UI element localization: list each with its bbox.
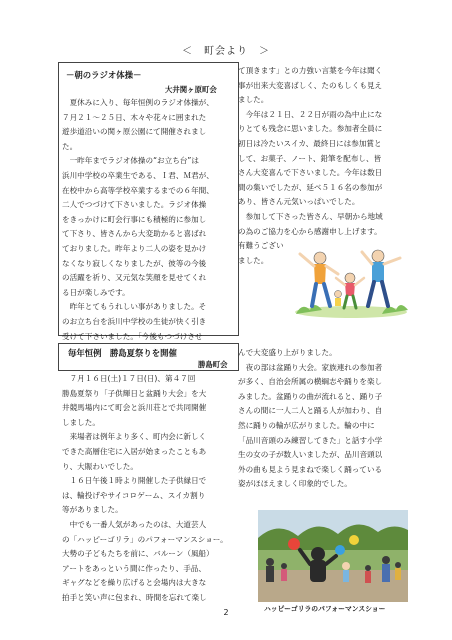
text-line: 井競馬場内にて町会と浜川荘とで共同開催	[62, 403, 207, 413]
summer-org: 勝島町会	[198, 360, 228, 369]
text-line: が多く、自治会所属の横綱志や踊りを楽し	[238, 377, 383, 387]
radio-right-column	[238, 64, 416, 268]
text-line: 夏休みに入り、毎年恒例のラジオ体操が、	[62, 98, 214, 107]
text-line: さん大変喜んで下さいました。今年は数日	[238, 168, 383, 178]
text-line: あり、皆さん元気いっぱいでした。	[238, 197, 360, 207]
text-line: 浜川中学校の卒業生である、Ｉ君、Ｍ君が、	[62, 170, 214, 180]
text-line: 在校中から高等学校卒業するまでの６年間、	[62, 185, 214, 195]
photo-caption: ハッピーゴリラのパフォーマンスショー	[264, 605, 386, 613]
text-line: 拍手と笑い声に包まれ、時間を忘れて楽し	[62, 592, 207, 602]
text-line: の活躍を祈り、又元気な笑顔を見せてくれ	[62, 273, 207, 283]
text-line: 然に踊りの輪が広がりました。輪の中に	[238, 420, 375, 430]
text-line: は、輪投げやサイコロゲーム、スイカ割り	[62, 490, 206, 500]
summer-title: 毎年恒例 勝島夏祭りを開催	[68, 348, 177, 358]
exercise-illustration	[292, 244, 410, 318]
text-line: 姿がほほえましく印象的でした。	[238, 479, 352, 489]
text-line: んで大変盛り上がりました。	[238, 348, 337, 357]
text-line: 事が出来大変喜ばしく、たのもしくも見え	[238, 80, 383, 90]
text-line: る日が楽しみです。	[62, 287, 130, 297]
text-line: 間の集いでしたが、延べ５１６名の参加が	[238, 182, 383, 192]
summer-right-column	[238, 346, 416, 492]
text-line: 参加して下さった皆さん、早朝から地域	[238, 211, 383, 221]
text-line: アートをあっという間に作ったり、手品、	[62, 563, 206, 573]
text-line: 一昨年までラジオ体操の“お立ち台”は	[62, 156, 199, 166]
text-line: できた高層住宅に入居が始まったこともあ	[62, 446, 207, 456]
text-line: をきっかけに町会行事にも積極的に参加し	[62, 214, 207, 224]
text-line: 等がありました。	[62, 505, 123, 515]
text-line: 昨年とてもうれしい事がありました。そ	[62, 302, 207, 312]
text-line: 夜の部は盆踊り大会。家族連れの参加者	[238, 362, 383, 372]
text-line: 生の女の子が数人いましたが、品川音頭以	[238, 450, 383, 460]
text-line: 受けて下さいました。「今後もつづけさせ	[62, 331, 203, 341]
text-line: り、大賑わいでした。	[62, 461, 138, 471]
text-line: 来場者は例年より多く、町内会に新しく	[62, 432, 207, 442]
text-line: のお立ち台を浜川中学校の生徒が快く引き	[62, 316, 207, 326]
text-line: なくなり寂しくなりましたが、彼等の今後	[62, 258, 207, 268]
text-line: さんの間に一人二人と踊る人が加わり、自	[238, 406, 383, 416]
radio-title: －朝のラジオ体操－	[66, 70, 142, 80]
text-line: １６日午後１時より開催した子供縁日で	[62, 476, 207, 486]
text-line: ７月１６日(土)１７日(日)、第４７回	[62, 374, 196, 383]
text-line: ました。	[238, 255, 269, 265]
radio-org: 大井関ヶ原町会	[165, 85, 217, 94]
text-line: て頂きます」との力強い言葉を今年は聞く	[238, 66, 383, 75]
text-line: た。	[62, 141, 78, 151]
text-line: 中でも一番人気があったのは、大道芸人	[62, 519, 207, 529]
text-line: 有難うござい	[238, 241, 284, 251]
text-line: て下さり、皆さんから大変助かると喜ばれ	[62, 229, 207, 239]
text-line: 初日は冷たいスイカ、最終日には参加賞と	[238, 138, 382, 148]
performance-photo	[258, 510, 408, 602]
text-line: りとても残念に思いました。参加者全員に	[238, 124, 383, 134]
text-line: 勝島夏祭り「子供輝日と盆踊り大会」を大	[62, 388, 207, 398]
text-line: の為のご協力を心から感謝申し上げます。	[238, 226, 382, 236]
text-line: 二人でつづけて下さいました。ラジオ体操	[62, 200, 207, 210]
radio-left-column	[62, 96, 240, 344]
text-line: して、お菓子、ノート、鉛筆を配布し、皆	[238, 153, 382, 163]
text-line: 今年は２１日、２２日が雨の為中止にな	[238, 109, 383, 119]
text-line: ７月２１～２５日、木々や花々に囲まれた	[62, 112, 207, 122]
text-line: 外の曲も見よう見まねで楽しく踊っている	[238, 464, 383, 474]
page-number: 2	[223, 608, 229, 617]
text-line: の「ハッピーゴリラ」のパフォーマンスショー。	[62, 534, 228, 544]
page-header: ＜ 町会より ＞	[182, 46, 270, 57]
text-line: 「品川音頭のみ練習してきた」と話す小学	[238, 435, 383, 445]
text-line: みました。盆踊りの曲が流れると、踊り子	[238, 391, 383, 401]
text-line: しました。	[62, 417, 100, 427]
text-line: ました。	[238, 95, 269, 105]
text-line: ておりました。昨年より二人の姿を見かけ	[62, 243, 207, 253]
text-line: 大勢の子どもたちを前に、バルーン（風船）	[62, 549, 214, 559]
summer-left-column	[62, 372, 240, 606]
text-line: 遊歩道沿いの関ヶ原公園にて開催されまし	[62, 127, 207, 137]
text-line: ギャグなどを繰り広げると会場内は大きな	[62, 578, 207, 588]
